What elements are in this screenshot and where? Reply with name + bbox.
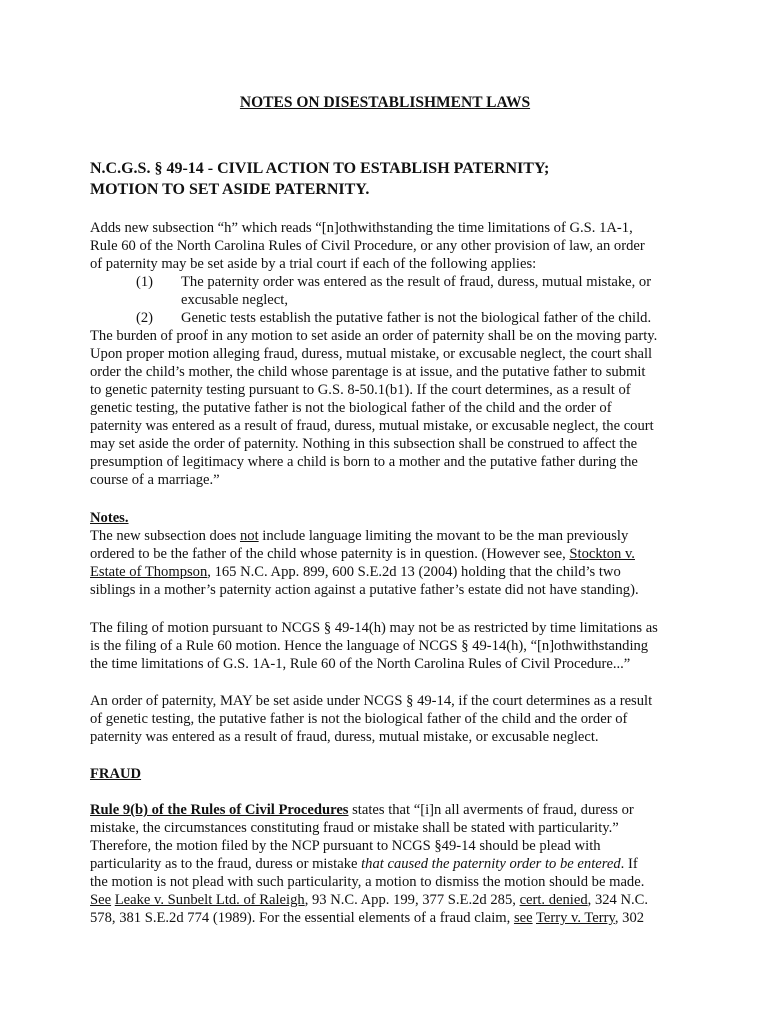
notes-line: The filing of motion pursuant to NCGS § 49-14(h) may not be as restricted by time limitations as [90,620,658,636]
fraud-heading: FRAUD [90,766,142,782]
italic-emphasis: that caused the paternity order to be entered [361,856,621,872]
notes-line: ordered to be the father of the child whose paternity is in question. (However see, Stockton v. [90,546,635,562]
notes-line: siblings in a mother’s paternity action against a putative father’s estate did not have standing). [90,582,639,598]
case-citation-terry: Terry v. Terry [535,910,615,926]
notes-line: The new subsection does not include language limiting the movant to be the man previously [90,528,629,544]
body-line: course of a marriage.” [90,472,220,488]
intro-line: Adds new subsection “h” which reads “[n]othwithstanding the time limitations of G.S. 1A-1, [90,220,633,236]
fraud-line: Therefore, the motion filed by the NCP pursuant to NCGS §49-14 should be plead with [90,838,601,854]
list-item-1-continued: excusable neglect, [181,292,288,308]
body-line: genetic testing, the putative father is not the biological father of the child and the order of [90,400,612,416]
signal-see: see [513,910,533,926]
body-line: may set aside the order of paternity. Nothing in this subsection shall be construed to affect the [90,436,638,452]
list-item-1 [136,273,651,291]
cert-denied: cert. denied [519,892,588,908]
case-citation-stockton: Stockton v. [569,546,635,562]
case-citation-stockton-continued: Estate of Thompson [90,564,208,580]
fraud-line: mistake, the circumstances constituting fraud or mistake shall be stated with particularity.” [90,820,619,836]
signal-see: See [90,892,112,908]
body-line: presumption of legitimacy where a child is born to a mother and the putative father during the [90,454,638,470]
fraud-line: the motion is not plead with such particularity, a motion to dismiss the motion should be made. [90,874,645,890]
page-title: NOTES ON DISESTABLISHMENT LAWS [239,94,531,111]
body-line: paternity was entered as a result of fraud, duress, mutual mistake, or excusable neglect, the court [90,418,654,434]
fraud-line: 578, 381 S.E.2d 774 (1989). For the essential elements of a fraud claim, see Terry v. Terry, 302 [90,910,645,926]
body-line: The burden of proof in any motion to set aside an order of paternity shall be on the moving party. [90,328,658,344]
emphasis-not: not [239,528,259,544]
notes-line: of genetic testing, the putative father is not the biological father of the child and the order of [90,711,628,727]
body-line: to genetic paternity testing pursuant to G.S. 8-50.1(b1). If the court determines, as a result of [90,382,631,398]
notes-line: An order of paternity, MAY be set aside under NCGS § 49-14, if the court determines as a result [90,693,653,709]
list-item-text: Genetic tests establish the putative father is not the biological father of the child. [181,310,652,326]
intro-line: of paternity may be set aside by a trial court if each of the following applies: [90,256,537,272]
list-item-text: The paternity order was entered as the result of fraud, duress, mutual mistake, or [181,274,652,290]
section-heading-line-1: N.C.G.S. § 49-14 - CIVIL ACTION TO ESTABLISH PATERNITY; [90,160,550,177]
fraud-line: particularity as to the fraud, duress or mistake that caused the paternity order to be entered. If [90,856,638,872]
rule-9b-reference: Rule 9(b) of the Rules of Civil Procedures [90,802,349,818]
body-line: Upon proper motion alleging fraud, duress, mutual mistake, or excusable neglect, the court shall [90,346,653,362]
notes-line: is the filing of a Rule 60 motion. Hence the language of NCGS § 49-14(h), “[n]othwithstanding [90,638,649,654]
notes-heading: Notes. [90,510,129,526]
section-heading-line-2: MOTION TO SET ASIDE PATERNITY. [90,181,370,198]
list-item-number: (1) [136,274,154,290]
case-citation-leake: Leake v. Sunbelt Ltd. of Raleigh [114,892,305,908]
list-item-number: (2) [136,310,154,326]
notes-line: Estate of Thompson, 165 N.C. App. 899, 600 S.E.2d 13 (2004) holding that the child’s two [90,564,621,580]
body-line: order the child’s mother, the child whose parentage is at issue, and the putative father to submit [90,364,646,380]
notes-line: the time limitations of G.S. 1A-1, Rule 60 of the North Carolina Rules of Civil Procedure...” [90,656,631,672]
notes-line: paternity was entered as a result of fraud, duress, mutual mistake, or excusable neglect. [90,729,599,745]
list-item-2 [136,309,651,327]
fraud-line: See Leake v. Sunbelt Ltd. of Raleigh, 93 N.C. App. 199, 377 S.E.2d 285, cert. denied, 324 N.C. [90,892,649,908]
intro-line: Rule 60 of the North Carolina Rules of Civil Procedure, or any other provision of law, an order [90,238,645,254]
fraud-line: Rule 9(b) of the Rules of Civil Procedures states that “[i]n all averments of fraud, duress or [90,802,634,818]
